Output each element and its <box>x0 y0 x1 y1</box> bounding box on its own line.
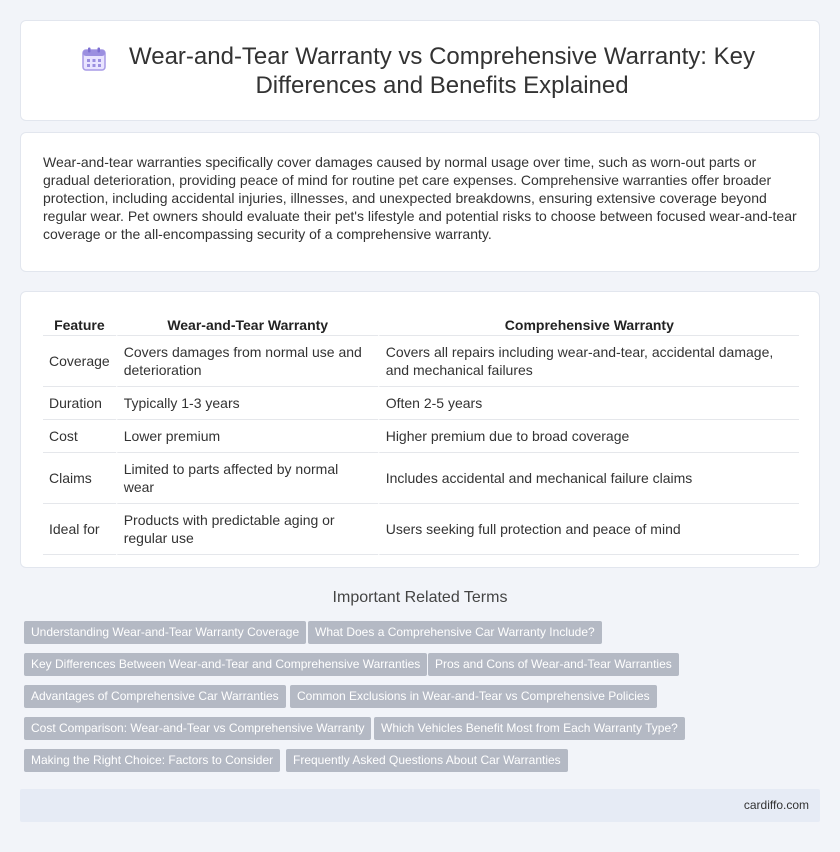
table-cell-wear-and-tear: Typically 1-3 years <box>116 387 378 420</box>
related-tag-link[interactable]: Frequently Asked Questions About Car Warranties <box>286 749 568 772</box>
table-cell-feature: Coverage <box>43 336 116 387</box>
table-row <box>43 336 799 387</box>
table-row <box>43 420 799 453</box>
comparison-table <box>43 312 799 555</box>
table-cell-wear-and-tear: Lower premium <box>116 420 378 453</box>
table-header-wear-and-tear: Wear-and-Tear Warranty <box>116 312 378 336</box>
table-header-row <box>43 312 799 336</box>
table-row <box>43 453 799 504</box>
related-tag-link[interactable]: Key Differences Between Wear-and-Tear and Comprehensive Warranties <box>24 653 427 676</box>
intro-text: Wear-and-tear warranties specifically cover damages caused by normal usage over time, such as worn-out parts or gradual deterioration, providing peace of mind for routine pet care expenses. Comprehensive warranties offer broader protection, including accidental injuries, illnesses, and unexpected breakdowns, ensuring extensive coverage beyond regular wear. Pet owners should evaluate their pet's lifestyle and potential risks to choose between focused wear-and-tear coverage or the all-encompassing security of a comprehensive warranty. <box>43 154 797 242</box>
related-tag-link[interactable]: Pros and Cons of Wear-and-Tear Warranties <box>428 653 679 676</box>
table-row <box>43 504 799 555</box>
related-tag-link[interactable]: Which Vehicles Benefit Most from Each Warranty Type? <box>374 717 685 740</box>
table-cell-wear-and-tear: Covers damages from normal use and deterioration <box>116 336 378 387</box>
calendar-icon <box>81 46 107 72</box>
table-cell-comprehensive: Often 2-5 years <box>378 387 799 420</box>
related-tag-link[interactable]: What Does a Comprehensive Car Warranty Include? <box>308 621 602 644</box>
footer-site-link[interactable]: cardiffo.com <box>743 798 809 812</box>
intro-card <box>20 132 820 272</box>
table-header-comprehensive: Comprehensive Warranty <box>378 312 799 336</box>
title-wrap <box>81 42 759 100</box>
table-cell-wear-and-tear: Products with predictable aging or regular use <box>116 504 378 555</box>
related-tag-link[interactable]: Understanding Wear-and-Tear Warranty Coverage <box>24 621 306 644</box>
related-tag-link[interactable]: Making the Right Choice: Factors to Consider <box>24 749 280 772</box>
table-cell-feature: Claims <box>43 453 116 504</box>
table-cell-feature: Ideal for <box>43 504 116 555</box>
header-card <box>20 20 820 121</box>
table-cell-comprehensive: Higher premium due to broad coverage <box>378 420 799 453</box>
page-title: Wear-and-Tear Warranty vs Comprehensive Warranty: Key Differences and Benefits Explained <box>129 42 755 99</box>
related-terms-title: Important Related Terms <box>332 589 508 606</box>
table-cell-comprehensive: Includes accidental and mechanical failure claims <box>378 453 799 504</box>
comparison-table-card <box>20 291 820 568</box>
table-cell-feature: Duration <box>43 387 116 420</box>
footer <box>20 789 820 822</box>
table-cell-comprehensive: Covers all repairs including wear-and-tear, accidental damage, and mechanical failures <box>378 336 799 387</box>
related-tag-link[interactable]: Cost Comparison: Wear-and-Tear vs Comprehensive Warranty <box>24 717 371 740</box>
related-tag-link[interactable]: Common Exclusions in Wear-and-Tear vs Comprehensive Policies <box>290 685 657 708</box>
table-row <box>43 387 799 420</box>
table-cell-feature: Cost <box>43 420 116 453</box>
table-cell-wear-and-tear: Limited to parts affected by normal wear <box>116 453 378 504</box>
related-tag-link[interactable]: Advantages of Comprehensive Car Warranties <box>24 685 286 708</box>
related-terms-section <box>0 589 840 607</box>
table-header-feature: Feature <box>43 312 116 336</box>
table-cell-comprehensive: Users seeking full protection and peace of mind <box>378 504 799 555</box>
